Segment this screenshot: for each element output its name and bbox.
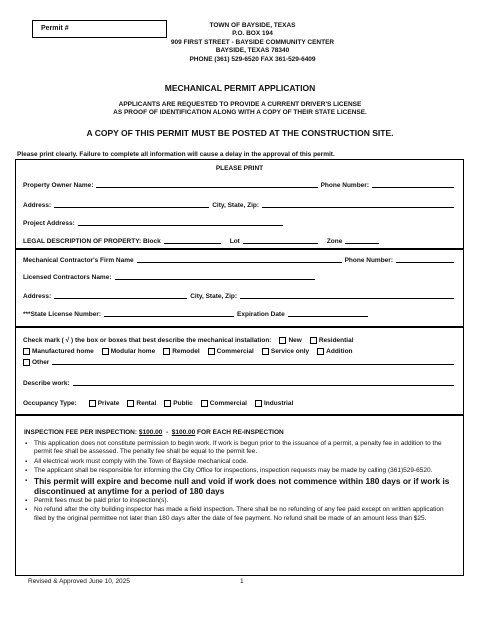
modular-label: Modular home [110, 348, 156, 355]
new-checkbox[interactable] [279, 337, 286, 344]
owner-name-label: Property Owner Name: [23, 182, 94, 189]
owner-phone-label: Phone Number: [320, 182, 369, 189]
addition-checkbox[interactable] [317, 348, 324, 355]
occ-commercial-label: Commercial [209, 400, 247, 407]
please-print-label: PLEASE PRINT [215, 165, 264, 172]
service-only-label: Service only [270, 348, 310, 355]
rental-checkbox[interactable] [127, 400, 134, 407]
owner-city-label: City, State, Zip: [212, 202, 260, 209]
lot-label: Lot [229, 238, 240, 245]
page-number: 1 [240, 578, 244, 585]
residential-checkbox[interactable] [310, 337, 317, 344]
expiration-label: Expiration Date [237, 311, 285, 318]
agency-header [150, 22, 355, 64]
manufactured-checkbox[interactable] [23, 348, 30, 355]
state-license-field[interactable] [104, 316, 234, 317]
contractor-city-field[interactable] [240, 298, 454, 299]
contractor-phone-label: Phone Number: [344, 257, 393, 264]
licensed-name-field[interactable] [115, 279, 315, 280]
fee-dash: - [162, 429, 172, 436]
commercial-checkbox[interactable] [208, 348, 215, 355]
legal-block-label: LEGAL DESCRIPTION OF PROPERTY: Block [23, 238, 161, 245]
contractor-section [15, 249, 464, 327]
id-notice-line: APPLICANTS ARE REQUESTED TO PROVIDE A CURRENT DRIVER'S LICENSE [118, 101, 362, 108]
installation-section [15, 327, 464, 415]
private-checkbox[interactable] [89, 400, 96, 407]
state-license-label: ***State License Number: [23, 311, 102, 318]
list-item: ▪ The applicant shall be responsible for informing the City Office for inspections, inspection requests may be made by calling (361)529-6520. [24, 467, 455, 475]
other-field[interactable] [52, 364, 454, 365]
other-checkbox[interactable] [23, 359, 30, 366]
describe-work-field[interactable] [73, 385, 454, 386]
header-line: BAYSIDE, TEXAS 78340 [215, 47, 290, 55]
print-note: Please print clearly. Failure to complete all information will cause a delay in the approval of this permit. [17, 151, 335, 158]
private-label: Private [97, 400, 120, 407]
fee-suffix: FOR EACH RE-INSPECTION [195, 429, 284, 436]
occ-commercial-checkbox[interactable] [201, 400, 208, 407]
list-item: ▪ No refund after the city building inspector has made a field inspection. There shall be no refunding of any fee paid except on written application filed by the original permittee not later than 180 days after the date of fee payment. No refund shall be made of an amount less than $25. [24, 506, 455, 523]
terms-list [24, 440, 455, 523]
firm-name-label: Mechanical Contractor's Firm Name [23, 257, 134, 264]
rental-label: Rental [136, 400, 157, 407]
list-item: ▪ This application does not constitute permission to begin work. If work is begun prior to the issuance of a permit, a penalty fee in addition to the permit fee shall be assessed. The penalty fee shall be equal to the permit fee. [24, 440, 455, 457]
commercial-label: Commercial [216, 348, 254, 355]
install-intro: Check mark ( √ ) the box or boxes that best describe the mechanical installation: [23, 337, 272, 344]
header-line: 909 FIRST STREET - BAYSIDE COMMUNITY CENTER [170, 38, 335, 46]
lot-field[interactable] [243, 243, 318, 244]
list-item: ▪ All electrical work must comply with the Town of Bayside mechanical code. [24, 458, 455, 466]
id-notice [0, 101, 480, 118]
contractor-address-field[interactable] [54, 298, 187, 299]
list-item: ▪ Permit fees must be paid prior to inspection(s). [24, 497, 455, 505]
id-notice-line: AS PROOF OF IDENTIFICATION ALONG WITH A COPY OF THEIR STATE LICENSE. [113, 109, 367, 117]
industrial-label: Industrial [264, 400, 294, 407]
owner-address-label: Address: [23, 202, 52, 209]
remodel-label: Remodel [172, 348, 200, 355]
service-only-checkbox[interactable] [262, 348, 269, 355]
block-field[interactable] [164, 243, 221, 244]
owner-address-field[interactable] [54, 207, 209, 208]
permit-number-field[interactable] [32, 20, 167, 38]
fee-amount: $100.00 [138, 429, 163, 436]
licensed-name-label: Licensed Contractors Name: [23, 274, 112, 281]
revision-note: Revised & Approved June 10, 2025 [28, 578, 130, 585]
public-label: Public [173, 400, 193, 407]
owner-city-field[interactable] [262, 207, 454, 208]
residential-label: Residential [318, 337, 354, 344]
permit-number-label: Permit # [41, 25, 69, 32]
expiration-field[interactable] [288, 316, 368, 317]
industrial-checkbox[interactable] [255, 400, 262, 407]
manufactured-label: Manufactured home [32, 348, 94, 355]
firm-name-field[interactable] [137, 262, 342, 263]
remodel-checkbox[interactable] [163, 348, 170, 355]
project-address-label: Project Address: [23, 220, 75, 227]
reinspection-amount: $100.00 [171, 429, 196, 436]
zone-field[interactable] [345, 243, 379, 244]
contractor-address-label: Address: [23, 293, 52, 300]
fee-section [15, 415, 464, 576]
list-item: ▪ This permit will expire and become null and void if work does not commence within 180 days or if work is discontinued at anytime for a period of 180 days [24, 476, 455, 496]
owner-phone-field[interactable] [372, 187, 454, 188]
new-label: New [288, 337, 302, 344]
modular-checkbox[interactable] [102, 348, 109, 355]
contractor-phone-field[interactable] [396, 262, 454, 263]
header-line: P.O. BOX 194 [232, 30, 273, 38]
owner-name-field[interactable] [96, 187, 317, 188]
header-line: TOWN OF BAYSIDE, TEXAS [209, 22, 296, 29]
public-checkbox[interactable] [164, 400, 171, 407]
contractor-city-label: City, State, Zip: [190, 293, 238, 300]
project-address-field[interactable] [78, 225, 283, 226]
describe-work-label: Describe work: [23, 380, 70, 387]
owner-section [15, 159, 464, 249]
zone-label: Zone [326, 238, 343, 245]
addition-label: Addition [326, 348, 353, 355]
header-line: PHONE (361) 529-6520 FAX 361-529-6409 [189, 55, 316, 63]
other-label: Other [32, 359, 50, 366]
fee-line [24, 429, 455, 436]
fee-label: INSPECTION FEE PER INSPECTION: [24, 429, 139, 436]
posted-notice: A COPY OF THIS PERMIT MUST BE POSTED AT THE CONSTRUCTION SITE. [86, 128, 394, 138]
page-title: MECHANICAL PERMIT APPLICATION [164, 83, 316, 93]
occupancy-label: Occupancy Type: [23, 400, 77, 407]
